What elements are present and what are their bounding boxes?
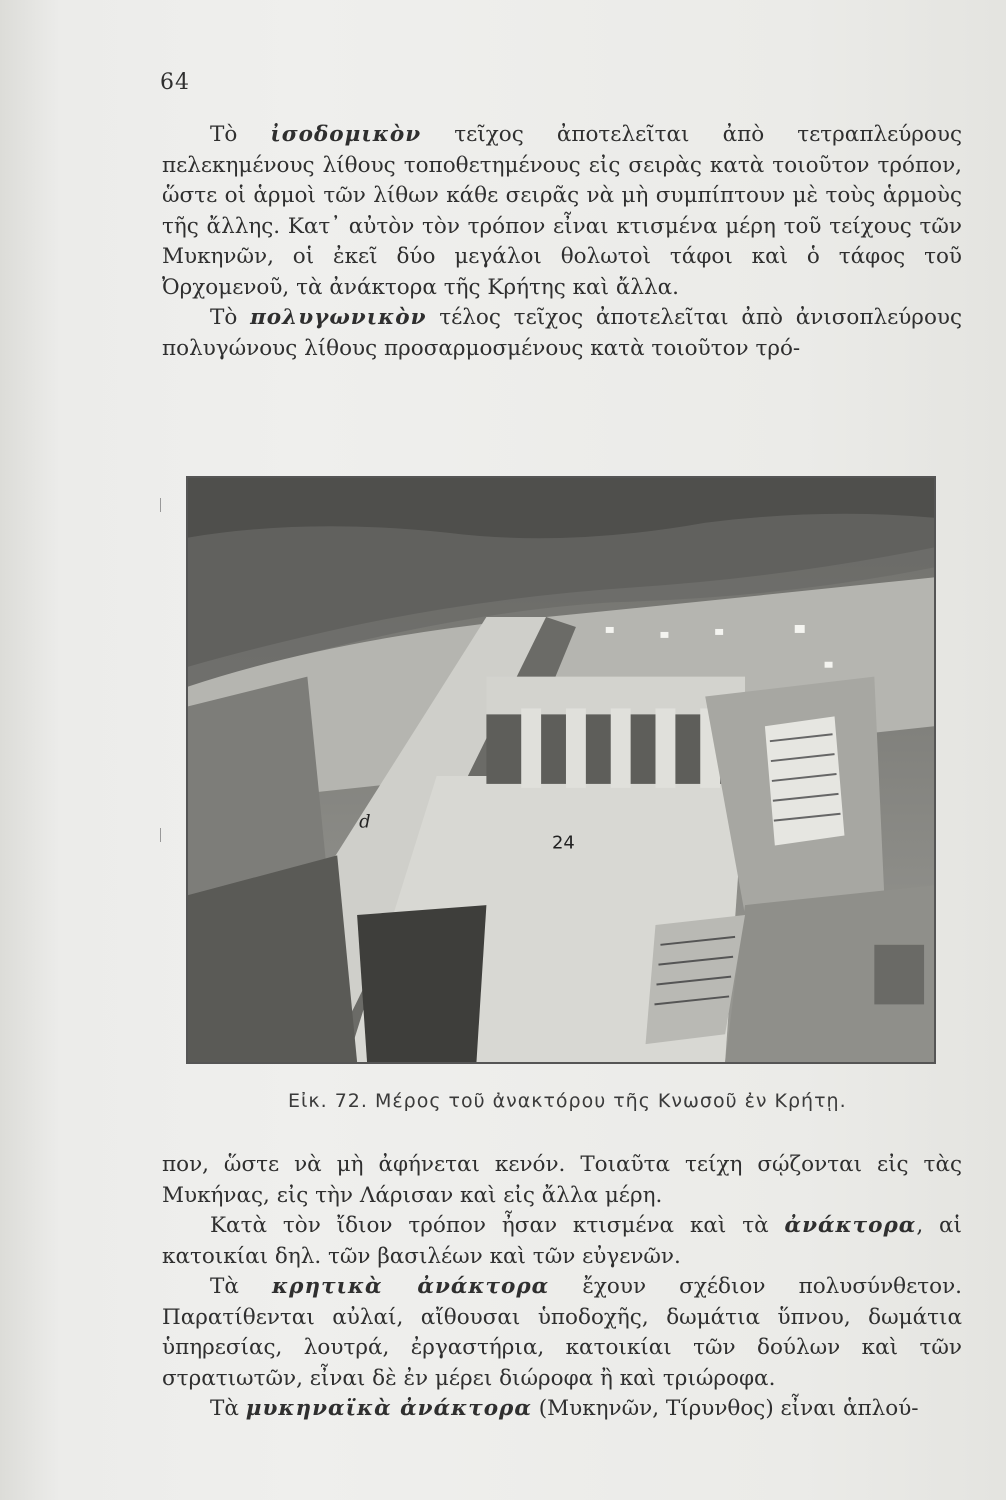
term-isodomic: ἰσοδομικὸν [270,122,422,147]
photo-label-number: 24 [552,832,575,854]
figure-caption: Εἰκ. 72. Μέρος τοῦ ἀνακτόρου τῆς Κνωσοῦ ἐν Κρήτῃ. [288,1090,847,1112]
paragraph-body: , αἱ κατοικίαι δηλ. τῶν βασιλέων καὶ τῶν εὐγενῶν. [162,1213,962,1269]
term-mycenaean-palaces: μυκηναϊκὰ ἀνάκτορα [245,1396,532,1421]
paragraph-body: τέλος τεῖχος ἀποτελεῖται ἀπὸ ἀνισοπλεύρους πολυγώνους λίθους προσαρμοσμένους κατὰ τοιοῦτον τρό- [162,305,962,361]
paragraph-palaces [162,1211,962,1272]
binding-mark [160,828,169,842]
term-cretan-palaces: κρητικὰ ἀνάκτορα [272,1274,550,1299]
paragraph-body: τεῖχος ἀποτελεῖται ἀπὸ τετραπλεύρους πελεκημένους λίθους τοποθετημένους εἰς σειρὰς κατὰ τοιοῦτον τρόπον, ὥστε οἱ ἁρμοὶ τῶν λίθων κάθε σειρᾶς νὰ μὴ συμπίπτουν μὲ τοὺς ἁρμοὺς τῆς ἄλλης. Κατ᾽ αὐτὸν τὸν τρόπον εἶναι κτισμένα μέρη τοῦ τείχους τῶν Μυκηνῶν, οἱ ἐκεῖ δύο μεγάλοι θολωτοὶ τάφοι καὶ ὁ τάφος τοῦ Ὀρχομενοῦ, τὰ ἀνάκτορα τῆς Κρήτης καὶ ἄλλα. [162,122,962,300]
paragraph-lead: Τὰ [210,1396,246,1421]
term-palaces: ἀνάκτορα [784,1213,917,1238]
binding-mark [160,498,169,512]
photo-illustration [188,478,934,1062]
paragraph-cretan-palaces [162,1272,962,1394]
paragraph-lead: Τὸ [210,305,251,330]
paragraph-lead: Κατὰ τὸν ἴδιον τρόπον ἦσαν κτισμένα καὶ τὰ [210,1213,785,1238]
term-polygonal: πολυγωνικὸν [250,305,427,330]
paragraph-body: (Μυκηνῶν, Τίρυνθος) εἶναι ἁπλού- [531,1396,919,1421]
paragraph-body: ἔχουν σχέδιον πολυσύνθετον. Παρατίθενται αὐλαί, αἴθουσαι ὑποδοχῆς, δωμάτια ὕπνου, δωμάτια ὑπηρεσίας, λουτρά, ἐργαστήρια, κατοικίαι τῶν δούλων καὶ τῶν στρατιωτῶν, εἶναι δὲ ἐν μέρει διώροφα ἢ καὶ τριώροφα. [162,1274,962,1391]
page-number: 64 [160,70,190,95]
paragraph-isodomic-wall [162,120,962,303]
paragraph-lead: Τὸ [210,122,271,147]
paragraph-polygonal-wall [162,303,962,364]
photo-label-letter: d [359,811,371,833]
paragraph-continuation: πον, ὥστε νὰ μὴ ἀφήνεται κενόν. Τοιαῦτα τείχη σῴζονται εἰς τὰς Μυκήνας, εἰς τὴν Λάρισαν καὶ εἰς ἄλλα μέρη. [162,1152,962,1208]
lower-text-block [162,1150,962,1425]
paragraph-mycenaean-palaces [162,1394,962,1425]
knossos-palace-photo [186,476,936,1064]
upper-text-block [162,120,962,364]
paragraph-lead: Τὰ [210,1274,273,1299]
